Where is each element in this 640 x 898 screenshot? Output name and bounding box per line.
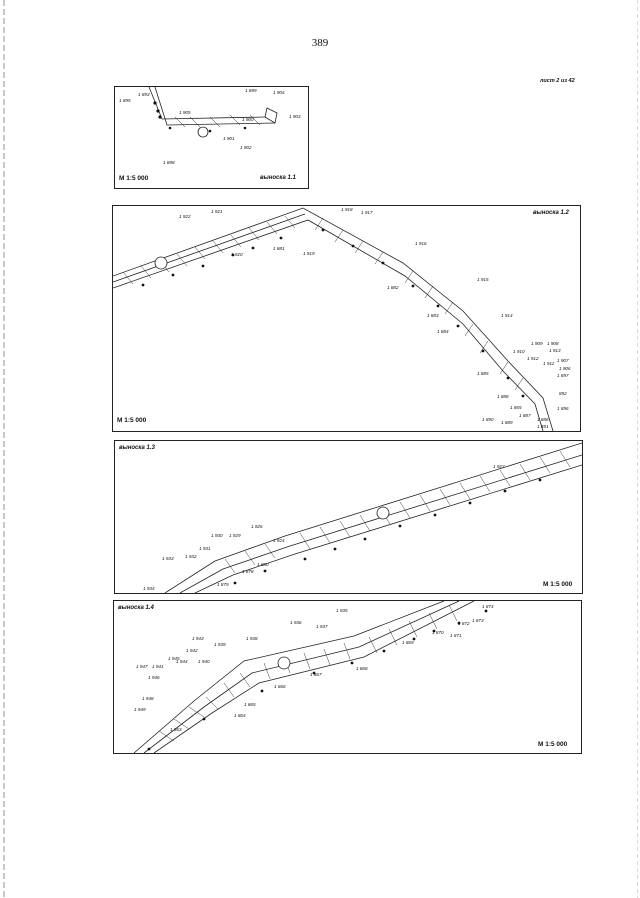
inset-map-1-4: [113, 600, 582, 754]
point-label: 1 909: [531, 341, 543, 346]
point-label: 1 885: [477, 371, 489, 376]
point-label: 1 949: [134, 707, 146, 712]
hatching: [159, 605, 457, 741]
point-label: 1 864: [234, 713, 246, 718]
point-label: 1 923: [493, 464, 505, 469]
hatching: [225, 451, 570, 573]
point-label: 1 917: [361, 210, 373, 215]
point-label: 1 873: [472, 618, 484, 623]
map-drawing: [115, 87, 308, 188]
point-label: 1 883: [427, 313, 439, 318]
survey-markers: [234, 479, 542, 585]
point-label: 1 921: [211, 209, 223, 214]
valve-symbol: [278, 657, 290, 669]
point-label: 1 920: [231, 252, 243, 257]
point-label: 1 880: [257, 562, 269, 567]
point-label: 1 868: [356, 666, 368, 671]
panel-title: выноска 1.1: [260, 175, 296, 181]
point-label: 1 911: [543, 361, 555, 366]
point-label: 1 865: [244, 702, 256, 707]
pipeline-route: [134, 601, 474, 753]
page-number: 389: [311, 37, 329, 49]
point-label: 1 890: [482, 417, 494, 422]
point-label: 1 893: [138, 92, 150, 97]
scan-edge-left: [3, 0, 5, 898]
point-label: 1 888: [497, 394, 509, 399]
point-label: 1 878: [242, 569, 254, 574]
point-label: 1 939: [214, 642, 226, 647]
map-drawing: [114, 601, 581, 753]
point-label: 1 884: [437, 329, 449, 334]
point-label: 1 926: [251, 524, 263, 529]
point-label: 1 889: [501, 420, 513, 425]
point-label: 1 919: [303, 251, 315, 256]
point-label: 1 895: [119, 98, 131, 103]
point-label: 1 865: [510, 405, 522, 410]
point-label: 1 912: [527, 356, 539, 361]
valve-symbol: [377, 507, 389, 519]
point-label: 1 946: [148, 675, 160, 680]
point-label: 1 936: [290, 620, 302, 625]
panel-title: выноска 1.4: [118, 605, 154, 611]
panel-title: выноска 1.3: [119, 445, 155, 451]
inset-map-1-3: [114, 440, 583, 594]
point-label: 1 922: [179, 214, 191, 219]
point-label: 1 866: [274, 684, 286, 689]
point-label: 1 870: [432, 630, 444, 635]
point-label: 1 910: [513, 349, 525, 354]
point-label: 1 907: [557, 358, 569, 363]
point-label: 1 932: [185, 554, 197, 559]
point-label: 1 869: [402, 640, 414, 645]
point-label: 1 879: [217, 582, 229, 587]
point-label: 1 904: [273, 90, 285, 95]
scale-label: М 1:5 000: [543, 581, 573, 588]
point-label: 1 898: [163, 160, 175, 165]
point-label: 1 938: [246, 636, 258, 641]
point-label: 1 918: [341, 207, 353, 212]
pipeline-route: [149, 87, 277, 125]
pipeline-route: [113, 208, 553, 431]
scan-edge-right: [637, 0, 638, 898]
point-label: 1 924: [273, 538, 285, 543]
point-label: 1 916: [415, 241, 427, 246]
point-label: 1 906: [559, 366, 571, 371]
scale-label: М 1:5 000: [119, 175, 149, 182]
point-label: 1 891: [537, 424, 549, 429]
valve-symbol: [198, 127, 208, 137]
point-label: 1 871: [450, 633, 462, 638]
point-label: 1 947: [136, 664, 148, 669]
point-label: 1 933: [162, 556, 174, 561]
point-label: 1 903: [289, 114, 301, 119]
point-label: 1 930: [211, 533, 223, 538]
point-label: 1 872: [458, 621, 470, 626]
point-label: 1 940: [198, 659, 210, 664]
panel-title: выноска 1.2: [533, 210, 569, 216]
valve-symbol: [155, 257, 167, 269]
point-label: 1 948: [142, 696, 154, 701]
inset-map-1-2: [112, 205, 581, 432]
point-label: 1 886: [537, 417, 549, 422]
point-label: 1 931: [199, 546, 211, 551]
point-label: 1 901: [223, 136, 235, 141]
scale-label: М 1:5 000: [538, 741, 568, 748]
point-label: 1 914: [501, 313, 513, 318]
point-label: 1 934: [143, 586, 155, 591]
scale-label: М 1:5 000: [117, 417, 147, 424]
point-label: 1 913: [549, 348, 561, 353]
point-label: 1 942: [186, 648, 198, 653]
point-label: 1 863: [170, 727, 182, 732]
point-label: 1 899: [245, 88, 257, 93]
inset-map-1-1: [114, 86, 309, 189]
point-label: 892: [559, 391, 567, 396]
point-label: 1 944: [176, 659, 188, 664]
point-label: 1 945: [168, 656, 180, 661]
hatching: [123, 216, 523, 390]
survey-markers: [142, 229, 525, 398]
point-label: 1 937: [316, 624, 328, 629]
point-label: 1 887: [519, 413, 531, 418]
point-label: 1 935: [336, 608, 348, 613]
point-label: 1 881: [273, 246, 285, 251]
map-drawing: [115, 441, 582, 593]
point-label: 1 941: [152, 664, 164, 669]
point-label: 1 896: [557, 406, 569, 411]
point-label: 1 929: [229, 533, 241, 538]
point-label: 1 908: [547, 341, 559, 346]
point-label: 1 867: [310, 672, 322, 677]
point-label: 1 874: [482, 604, 494, 609]
pipeline-route: [165, 443, 582, 593]
point-label: 1 882: [387, 285, 399, 290]
point-label: 1 900: [242, 117, 254, 122]
point-label: 1 915: [477, 277, 489, 282]
point-label: 1 902: [240, 145, 252, 150]
point-label: 1 897: [557, 373, 569, 378]
sheet-number-label: лист 2 из 42: [540, 78, 575, 84]
point-label: 1 905: [179, 110, 191, 115]
point-label: 1 943: [192, 636, 204, 641]
